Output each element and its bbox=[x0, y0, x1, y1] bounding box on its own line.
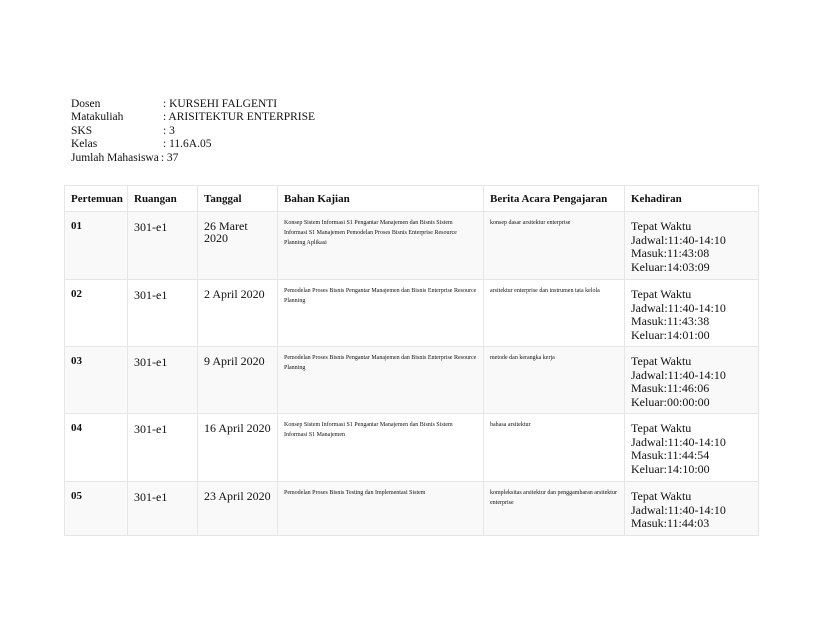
room-cell: 301-e1 bbox=[128, 280, 198, 347]
date-cell: 26 Maret 2020 bbox=[198, 212, 278, 280]
room-cell: 301-e1 bbox=[128, 482, 198, 536]
attendance-checkin: Masuk:11:44:54 bbox=[631, 448, 710, 462]
attendance-schedule: Jadwal:11:40-14:10 bbox=[631, 232, 726, 247]
attendance-checkout: Keluar:00:00:00 bbox=[631, 394, 710, 409]
room-cell: 301-e1 bbox=[128, 347, 198, 414]
info-label: Jumlah Mahasiswa bbox=[71, 151, 159, 164]
info-label: Dosen bbox=[71, 98, 101, 110]
date-cell: 23 April 2020 bbox=[198, 482, 278, 536]
attendance-checkout: Keluar:14:10:00 bbox=[631, 461, 710, 476]
attendance-schedule: Jadwal:11:40-14:10 bbox=[631, 502, 726, 517]
report-cell: konsep dasar arsitektur enterprise bbox=[484, 212, 625, 280]
room-cell: 301-e1 bbox=[128, 414, 198, 482]
attendance-cell bbox=[625, 280, 759, 347]
report-cell: bahasa arsitektur bbox=[484, 414, 625, 482]
table-row bbox=[65, 414, 759, 482]
header-kehadiran: Kehadiran bbox=[625, 186, 759, 212]
date-cell: 16 April 2020 bbox=[198, 414, 278, 482]
attendance-status: Tepat Waktu bbox=[631, 219, 692, 233]
table-row bbox=[65, 280, 759, 347]
info-label: SKS bbox=[71, 124, 93, 137]
attendance-schedule: Jadwal:11:40-14:10 bbox=[631, 300, 726, 315]
info-value: : 37 bbox=[160, 151, 179, 164]
topic-cell: Pemodelan Proses Bisnis Pengantar Manajemen dan Bisnis Enterprise Resource Planning bbox=[278, 280, 484, 347]
header-berita-acara: Berita Acara Pengajaran bbox=[484, 186, 625, 212]
info-row-matakuliah bbox=[71, 111, 315, 124]
info-value: : 11.6A.05 bbox=[163, 138, 212, 151]
attendance-schedule: Jadwal:11:40-14:10 bbox=[631, 367, 726, 382]
attendance-status: Tepat Waktu bbox=[631, 354, 692, 368]
attendance-checkin: Masuk:11:44:03 bbox=[631, 516, 710, 530]
topic-cell: Konsep Sistem Informasi S1 Pengantar Manajemen dan Bisnis Sistem Informasi S1 Manajemen Pemodelan Proses Bisnis Enterprise Resource Planning Aplikasi bbox=[278, 212, 484, 280]
meeting-cell: 04 bbox=[65, 414, 128, 482]
table-row bbox=[65, 347, 759, 414]
info-row-kelas bbox=[71, 138, 315, 151]
header-tanggal: Tanggal bbox=[198, 186, 278, 212]
report-cell: arsitektur enterprise dan instrumen tata kelola bbox=[484, 280, 625, 347]
topic-cell: Konsep Sistem Informasi S1 Pengantar Manajemen dan Bisnis Sistem Informasi S1 Manajemen bbox=[278, 414, 484, 482]
info-row-sks bbox=[71, 125, 315, 138]
header-pertemuan: Pertemuan bbox=[65, 186, 128, 212]
table-row bbox=[65, 482, 759, 536]
attendance-cell bbox=[625, 347, 759, 414]
attendance-cell bbox=[625, 482, 759, 536]
attendance-checkout: Keluar:14:03:09 bbox=[631, 259, 710, 274]
header-ruangan: Ruangan bbox=[128, 186, 198, 212]
course-info bbox=[71, 98, 315, 165]
attendance-checkin: Masuk:11:43:38 bbox=[631, 314, 710, 328]
attendance-schedule: Jadwal:11:40-14:10 bbox=[631, 434, 726, 449]
info-row-jumlah-mahasiswa bbox=[71, 152, 315, 165]
attendance-status: Tepat Waktu bbox=[631, 421, 692, 435]
attendance-cell bbox=[625, 212, 759, 280]
attendance-table bbox=[64, 185, 759, 536]
meeting-cell: 03 bbox=[65, 347, 128, 414]
attendance-status: Tepat Waktu bbox=[631, 287, 692, 301]
info-value: : KURSEHI FALGENTI bbox=[163, 98, 278, 110]
info-label: Kelas bbox=[71, 138, 98, 151]
header-bahan-kajian: Bahan Kajian bbox=[278, 186, 484, 212]
info-row-dosen bbox=[71, 98, 315, 111]
date-cell: 9 April 2020 bbox=[198, 347, 278, 414]
date-cell: 2 April 2020 bbox=[198, 280, 278, 347]
attendance-checkin: Masuk:11:46:06 bbox=[631, 381, 710, 395]
report-cell: metode dan kerangka kerja bbox=[484, 347, 625, 414]
info-label: Matakuliah bbox=[71, 111, 124, 124]
info-value: : 3 bbox=[163, 124, 175, 137]
report-cell: kompleksitas arsitektur dan penggambaran arsitektur enterprise bbox=[484, 482, 625, 536]
room-cell: 301-e1 bbox=[128, 212, 198, 280]
topic-cell: Pemodelan Proses Bisnis Pengantar Manajemen dan Bisnis Enterprise Resource Planning bbox=[278, 347, 484, 414]
attendance-cell bbox=[625, 414, 759, 482]
table-header-row bbox=[65, 186, 759, 212]
meeting-cell: 02 bbox=[65, 280, 128, 347]
info-value: : ARISITEKTUR ENTERPRISE bbox=[163, 111, 316, 124]
meeting-cell: 01 bbox=[65, 212, 128, 280]
attendance-checkin: Masuk:11:43:08 bbox=[631, 246, 710, 260]
attendance-checkout: Keluar:14:01:00 bbox=[631, 327, 710, 342]
table-row bbox=[65, 212, 759, 280]
meeting-cell: 05 bbox=[65, 482, 128, 536]
topic-cell: Pemodelan Proses Bisnis Testing dan Implementasi Sistem bbox=[278, 482, 484, 536]
attendance-status: Tepat Waktu bbox=[631, 489, 692, 503]
